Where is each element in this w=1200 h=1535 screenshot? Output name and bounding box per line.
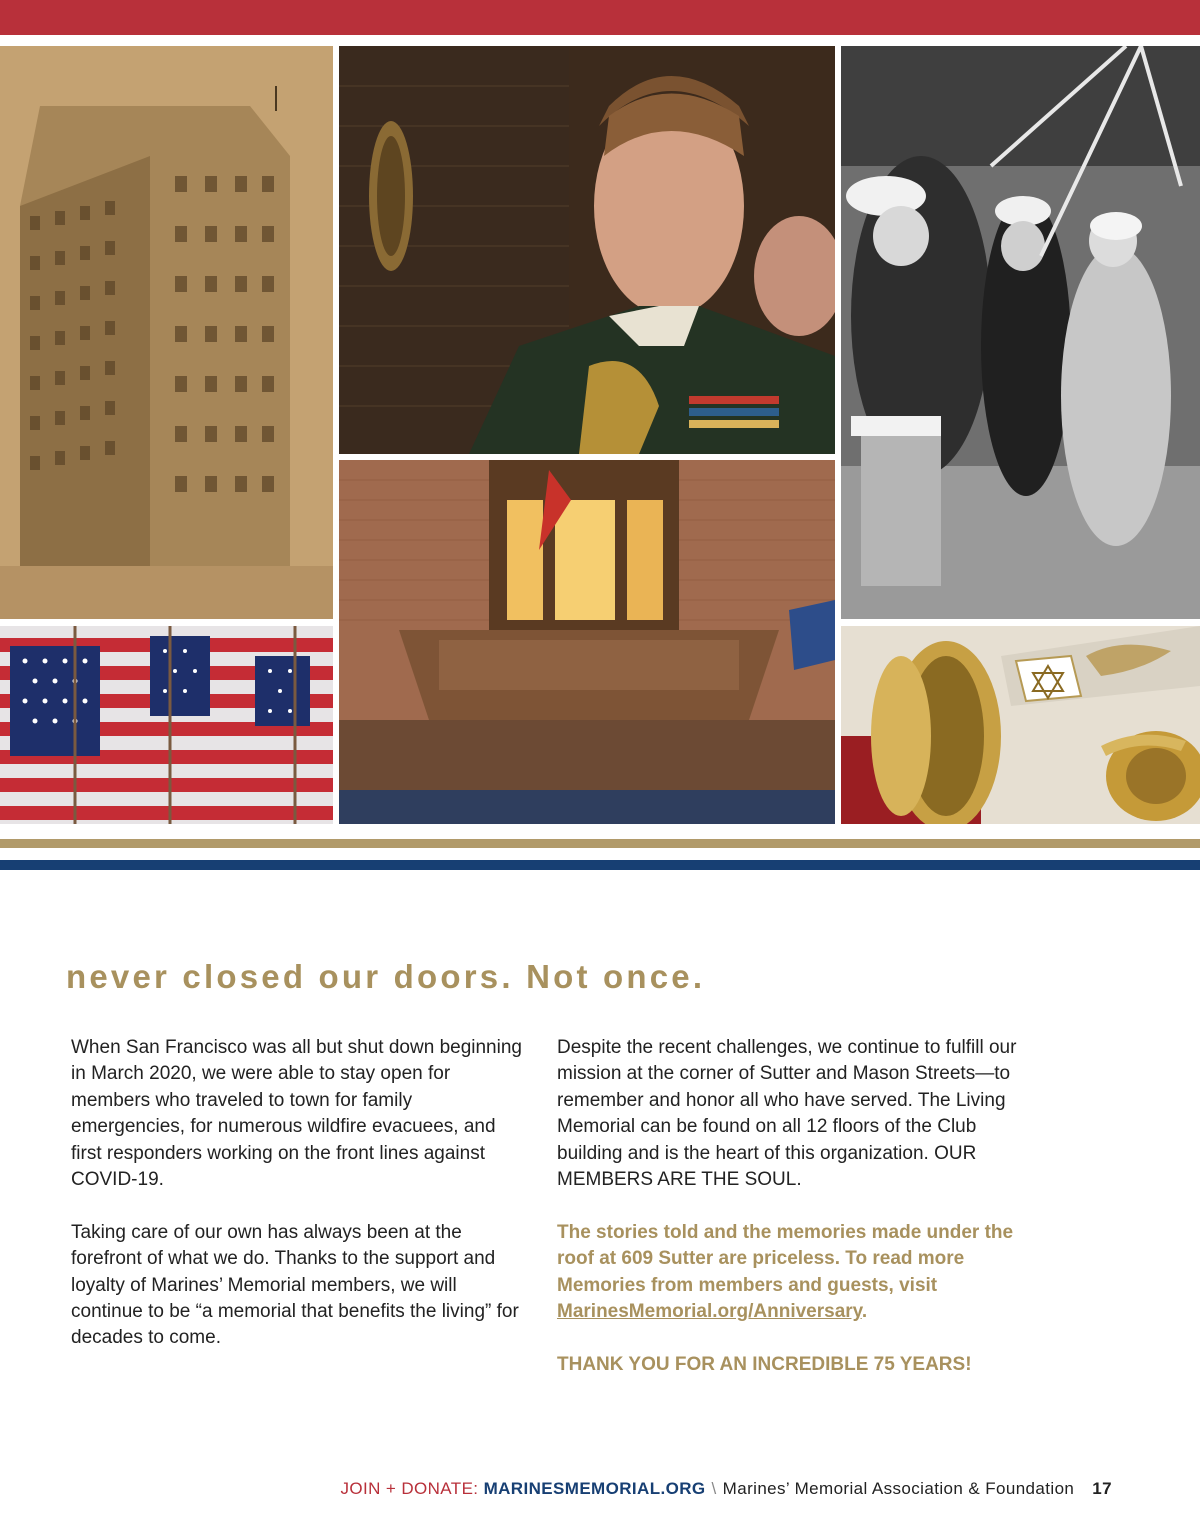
memories-text-end: .	[861, 1301, 868, 1323]
page-footer	[340, 1479, 1112, 1499]
navy-divider-line	[0, 860, 1200, 870]
photo-ceremonial-sword-and-emblem	[841, 626, 1200, 824]
thank-you-line: THANK YOU FOR AN INCREDIBLE 75 YEARS!	[557, 1353, 972, 1375]
footer-join-label: JOIN + DONATE:	[340, 1479, 484, 1498]
page-number: 17	[1092, 1479, 1112, 1498]
left-paragraph-1: When San Francisco was all but shut down beginning in March 2020, we were able to stay open for members who traveled to town for family emergencies, for numerous wildfire evacuees, and first responders working on the front lines against COVID-19.	[71, 1037, 522, 1191]
gold-divider-line	[0, 839, 1200, 848]
right-text-column	[557, 1035, 1027, 1405]
photo-historic-building-sketch	[0, 46, 333, 619]
photo-building-balcony-at-dusk	[339, 460, 835, 824]
photo-marine-at-memorial-wall	[339, 46, 835, 454]
left-paragraph-2: Taking care of our own has always been at the forefront of what we do. Thanks to the support and loyalty of Marines’ Memorial members, we will continue to be “a memorial that benefits the living” for decades to come.	[71, 1221, 519, 1349]
right-paragraph-2	[557, 1220, 1027, 1326]
footer-separator: \	[711, 1479, 717, 1498]
headline: never closed our doors. Not once.	[66, 958, 706, 995]
footer-org-name: Marines’ Memorial Association & Foundation	[722, 1479, 1075, 1498]
memories-text: The stories told and the memories made under the roof at 609 Sutter are priceless. To read more Memories from members and guests, visit	[557, 1221, 1014, 1296]
footer-url-link[interactable]: MARINESMEMORIAL.ORG	[483, 1479, 706, 1498]
left-text-column	[71, 1035, 531, 1378]
right-paragraph-1: Despite the recent challenges, we continue to fulfill our mission at the corner of Sutter and Mason Streets—to remember and honor all who have served. The Living Memorial can be found on all 12 floors of the Club building and is the heart of this organization. OUR MEMBERS ARE THE SOUL.	[557, 1037, 1017, 1191]
photo-wedding-sword-arch	[841, 46, 1200, 619]
photo-american-flags	[0, 626, 333, 824]
top-red-bar	[0, 0, 1200, 35]
anniversary-link[interactable]: MarinesMemorial.org/Anniversary	[557, 1301, 862, 1323]
